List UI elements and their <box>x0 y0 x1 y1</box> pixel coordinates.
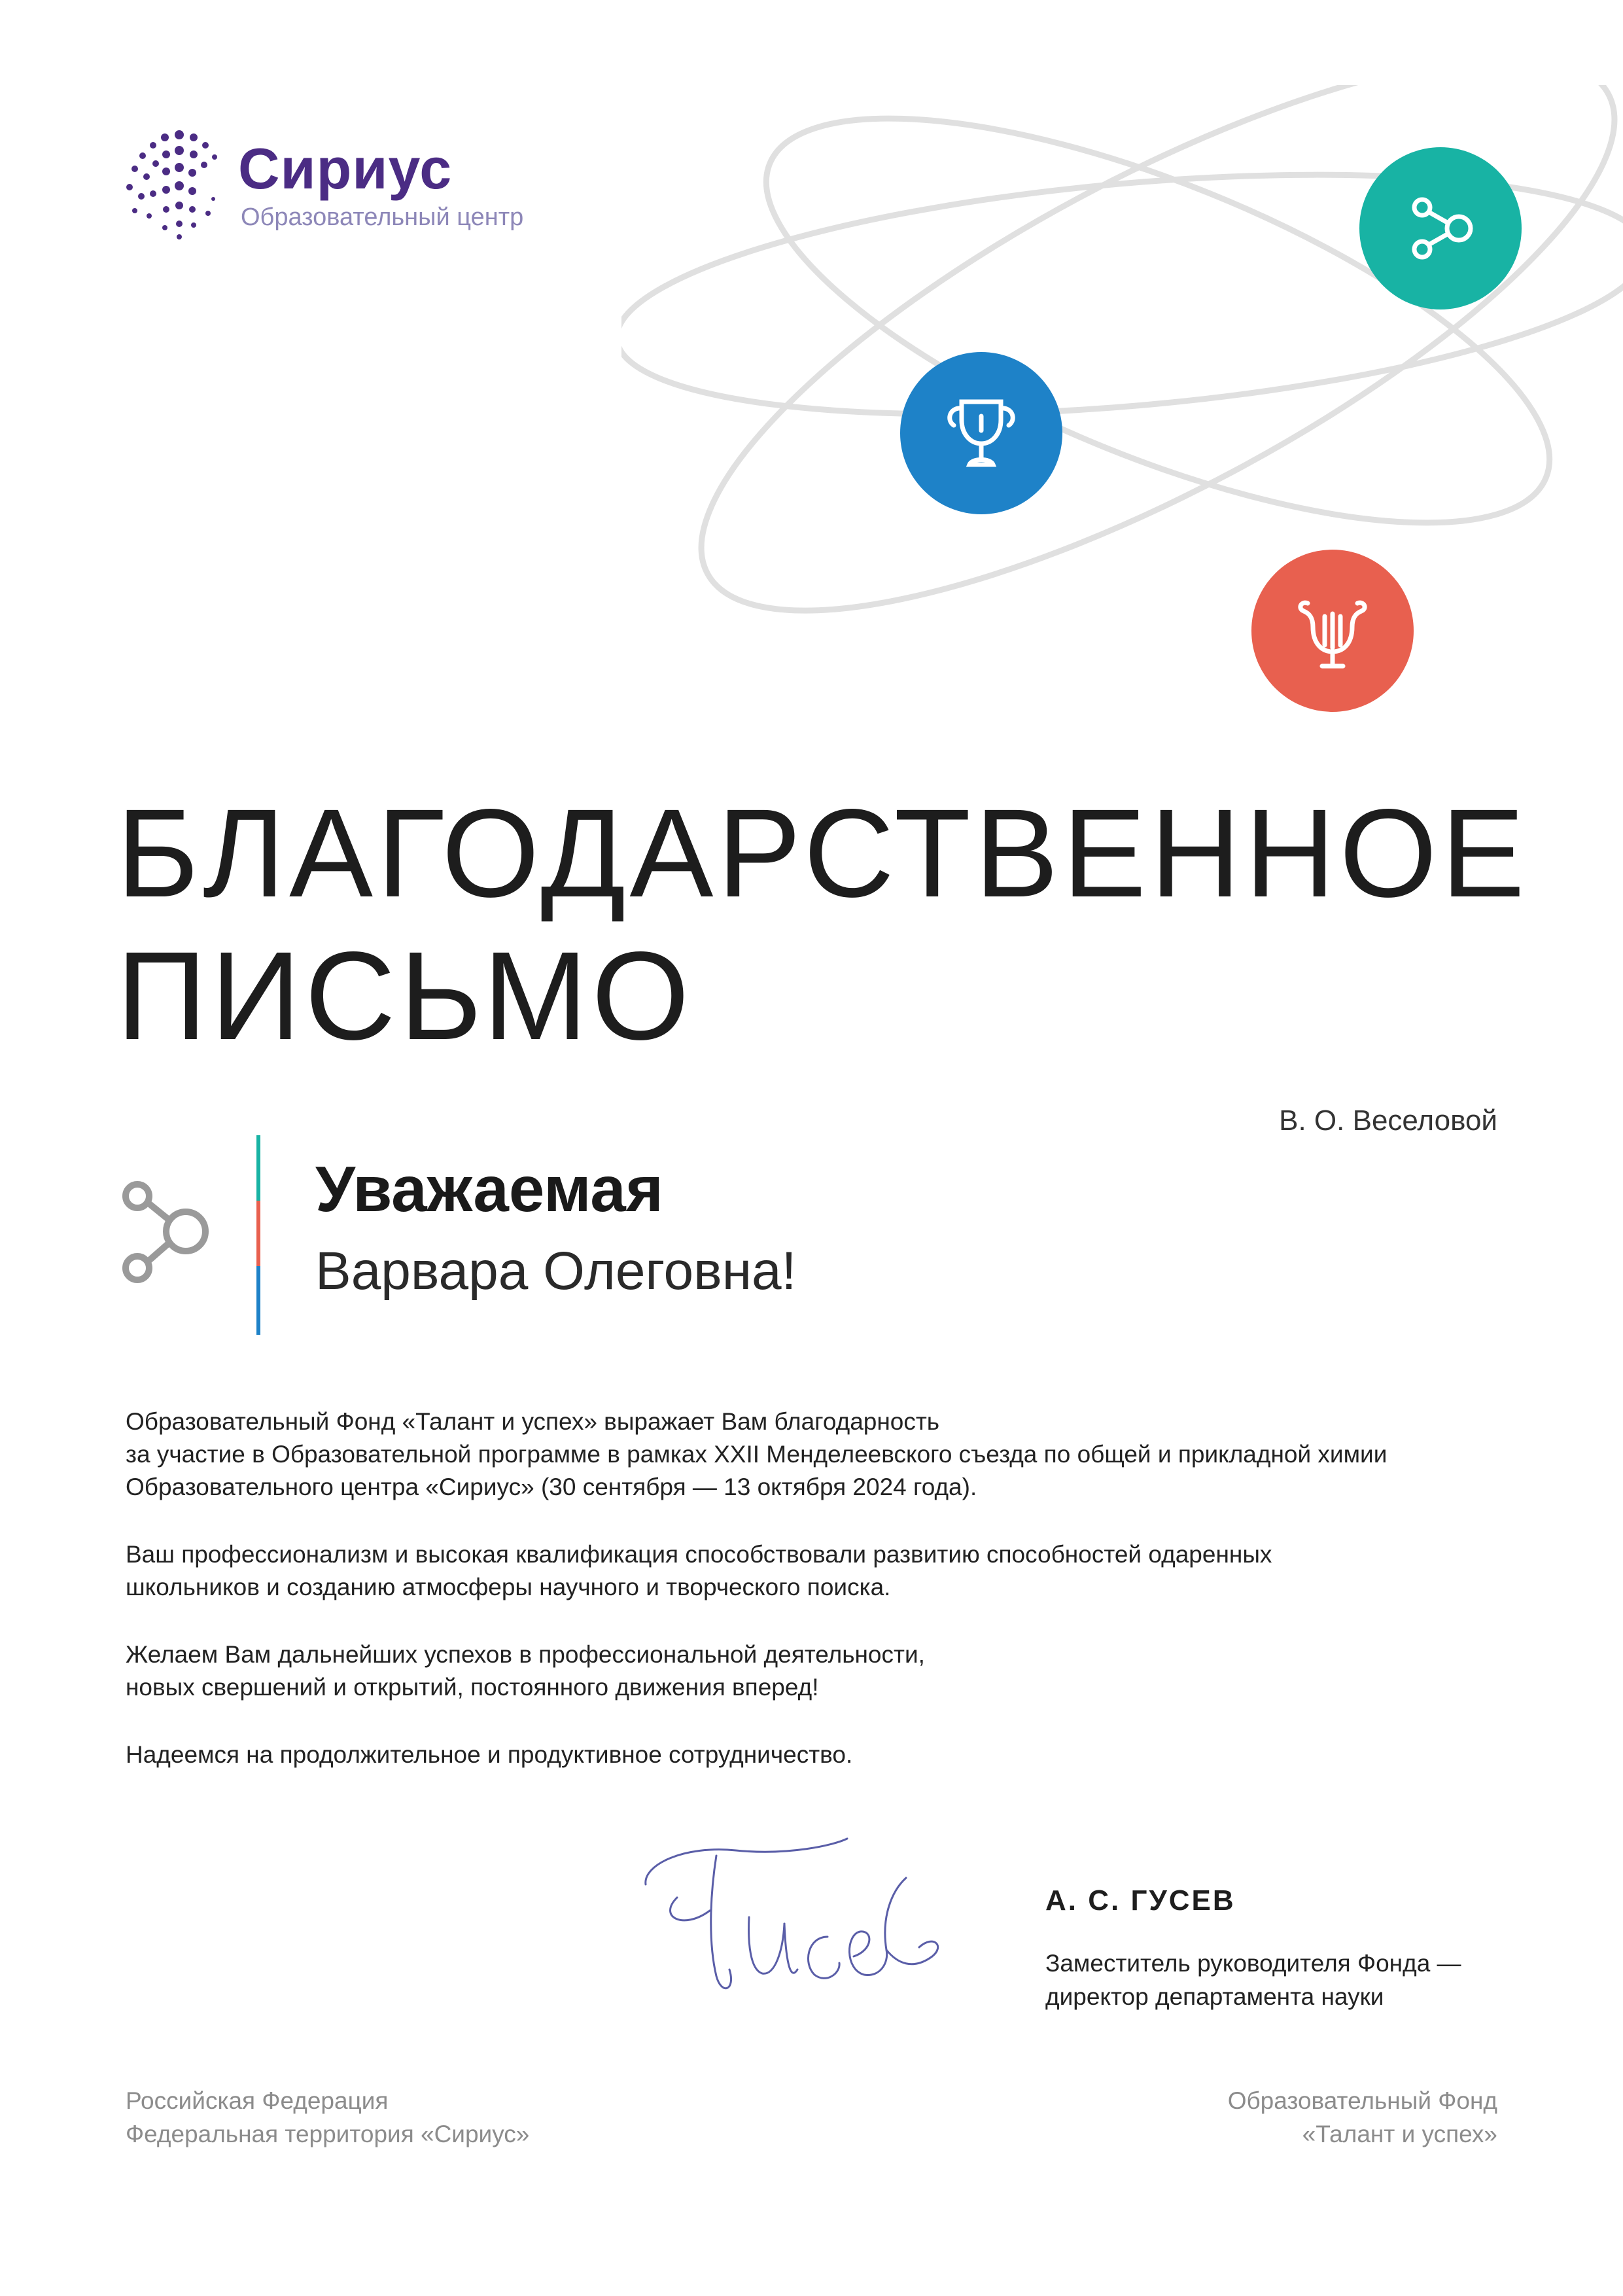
letter-body <box>126 1405 1512 1806</box>
body-paragraph-2 <box>126 1538 1512 1604</box>
body-line: новых свершений и открытий, постоянного движения вперед! <box>126 1674 819 1701</box>
logo-subtitle: Образовательный центр <box>241 203 524 231</box>
recipient-short-name: В. О. Веселовой <box>1279 1104 1497 1137</box>
body-line: Образовательного центра «Сириус» (30 сентября — 13 октября 2024 года). <box>126 1474 977 1500</box>
body-line: Образовательный Фонд «Талант и успех» выражает Вам благодарность <box>126 1408 940 1435</box>
title-line-1: БЛАГОДАРСТВЕННОЕ <box>116 783 1529 923</box>
handwritten-signature <box>638 1819 945 2015</box>
document-title <box>116 782 1529 1067</box>
body-paragraph-3 <box>126 1638 1512 1704</box>
lyre-icon <box>1251 550 1414 712</box>
footer-line: «Талант и успех» <box>1302 2121 1497 2147</box>
footer-organization <box>1228 2084 1497 2151</box>
signer-role-line: директор департамента науки <box>1045 1983 1384 2010</box>
share-icon <box>1359 147 1522 309</box>
greeting-salutation: Уважаемая <box>315 1153 663 1225</box>
greeting-name: Варвара Олеговна! <box>315 1241 797 1301</box>
footer-line: Образовательный Фонд <box>1227 2087 1497 2114</box>
footer-location <box>126 2084 529 2151</box>
body-line: Желаем Вам дальнейших успехов в профессиональной деятельности, <box>126 1641 925 1668</box>
footer-line: Федеральная территория «Сириус» <box>126 2121 530 2147</box>
accent-bar <box>256 1135 260 1335</box>
footer-line: Российская Федерация <box>126 2087 389 2114</box>
logo-name: Сириус <box>238 136 453 201</box>
sirius-logo <box>116 128 587 239</box>
share-icon <box>116 1171 215 1292</box>
body-line: Надеемся на продолжительное и продуктивное сотрудничество. <box>126 1741 853 1768</box>
signer-role <box>1045 1947 1461 2013</box>
body-line: школьников и созданию атмосферы научного и творческого поиска. <box>126 1574 891 1600</box>
body-line: Ваш профессионализм и высокая квалификация способствовали развитию способностей одаренных <box>126 1541 1272 1568</box>
title-line-2: ПИСЬМО <box>116 925 693 1066</box>
body-line: за участие в Образовательной программе в рамках XXII Менделеевского съезда по общей и прикладной химии <box>126 1441 1387 1468</box>
body-paragraph-1 <box>126 1405 1512 1504</box>
trophy-icon <box>900 352 1062 514</box>
signer-name: А. С. ГУСЕВ <box>1045 1884 1236 1916</box>
body-paragraph-4 <box>126 1739 1512 1771</box>
sirius-dots-icon <box>116 128 228 239</box>
signer-role-line: Заместитель руководителя Фонда — <box>1045 1950 1461 1977</box>
